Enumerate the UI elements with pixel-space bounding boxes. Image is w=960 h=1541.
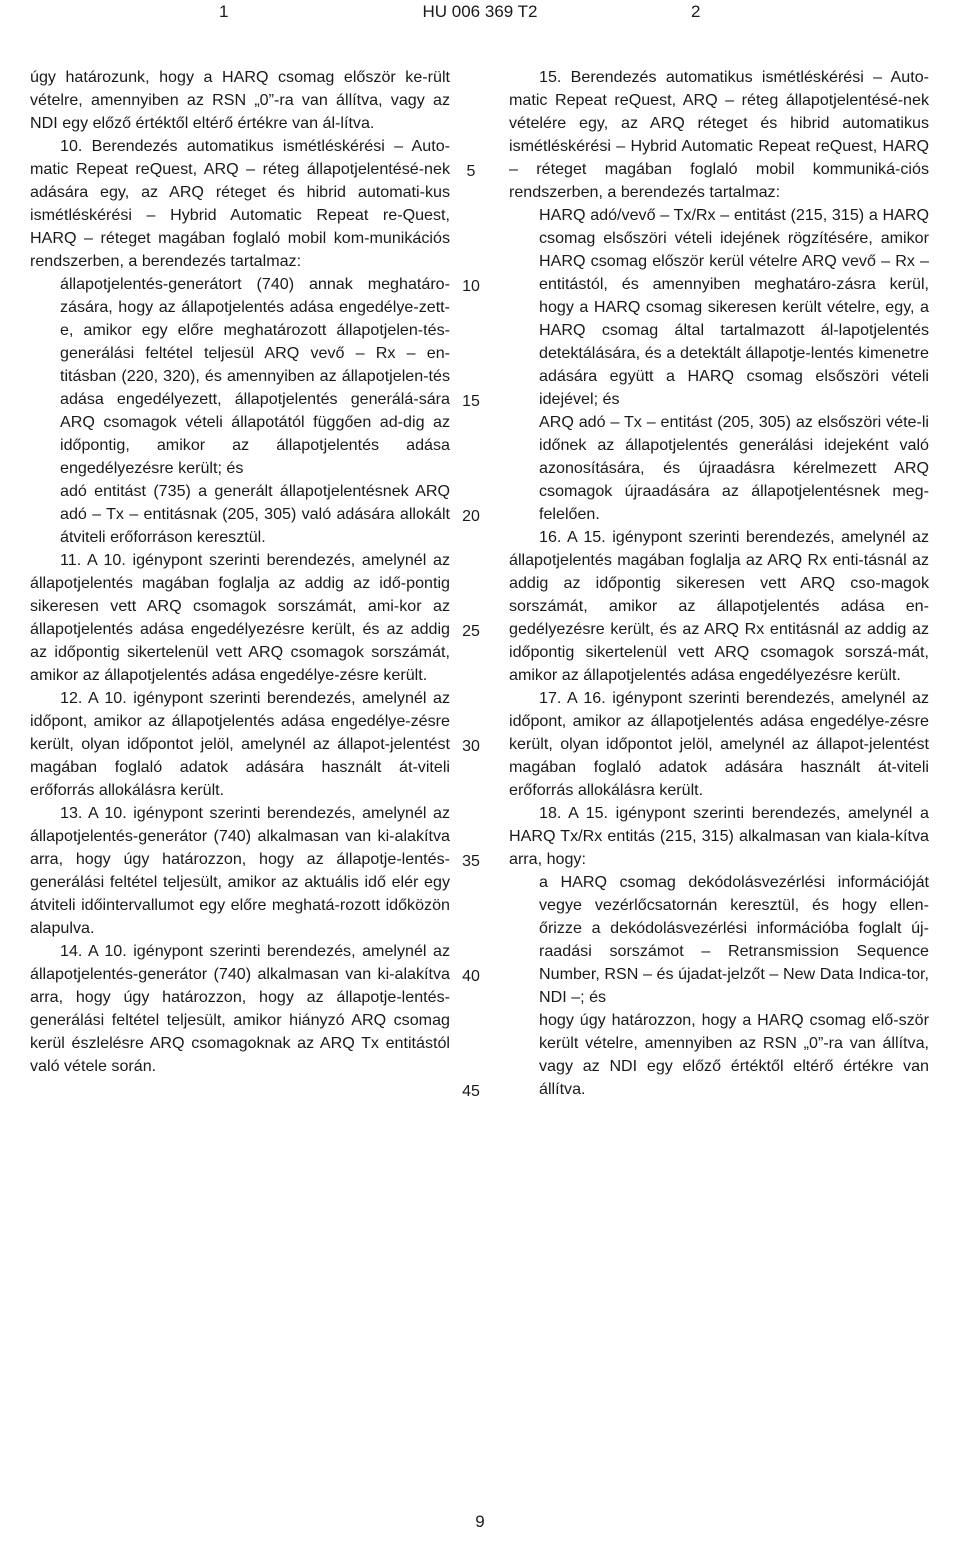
page-footer-number: 9 [475,1512,485,1531]
left-page-number: 1 [219,2,229,21]
left-paragraph-7: 14. A 10. igénypont szerinti berendezés, amelynél az állapotjelentés-generátor (740) alkalmasan van ki-alakítva arra, hogy úgy határozzon, hogy az állapotje-lentés-generálási feltétel teljesült, amikor hiányzó ARQ csomag kerül észlelésre ARQ csomagoknak az ARQ Tx entitástól való vétele során. [30,942,450,1075]
line-number-5: 5 [466,163,476,180]
patent-number: HU 006 369 T2 [422,2,538,21]
right-paragraph-2: ARQ adó – Tx – entitást (205, 305) az elsőszöri véte-li időnek az állapotjelentés generálási idejeként való azonosítására, és újraadásra kérelmezett ARQ csomagok újraadására az állapotjelentésnek meg-felelően. [539,413,929,523]
left-paragraph-3: adó entitást (735) a generált állapotjelentésnek ARQ adó – Tx – entitásnak (205, 305) való adására allokált átviteli erőforráson keresztül. [60,482,450,546]
right-paragraph-0: 15. Berendezés automatikus ismétléskérési – Auto-matic Repeat reQuest, ARQ – réteg állapotjelentésé-nek vételére egy, az ARQ réteget és hibrid automatikus ismétléskérési – Hybrid Automatic Repeat reQuest, HARQ – réteget magában foglaló mobil kommuniká-ciós rendszerben, a berendezés tartalmaz: [509,68,929,201]
left-column [30,66,450,1078]
left-paragraph-0: úgy határozunk, hogy a HARQ csomag először ke-rült vételre, amennyiben az RSN „0”-ra van állítva, vagy az NDI egy előző értéktől eltérő értékre van ál-lítva. [30,68,450,132]
line-number-30: 30 [462,738,480,755]
right-paragraph-7: hogy úgy határozzon, hogy a HARQ csomag elő-ször került vételre, amennyiben az RSN „0”-ra van állítva, vagy az NDI egy előző értéktől eltérő értékre van állítva. [539,1011,929,1098]
line-number-45: 45 [462,1083,480,1100]
line-number-10: 10 [462,278,480,295]
line-number-35: 35 [462,853,480,870]
line-number-15: 15 [462,393,480,410]
right-paragraph-5: 18. A 15. igénypont szerinti berendezés, amelynél a HARQ Tx/Rx entitás (215, 315) alkalmasan van kiala-kítva arra, hogy: [509,804,929,868]
right-paragraph-4: 17. A 16. igénypont szerinti berendezés, amelynél az időpont, amikor az állapotjelentés adása engedélye-zésre került, olyan időpontot jelöl, amelynél az állapot-jelentést magában foglaló adatok adására használt át-viteli erőforrás allokálásra került. [509,689,929,799]
right-paragraph-1: HARQ adó/vevő – Tx/Rx – entitást (215, 315) a HARQ csomag elsőszöri vételi idejének rögzítésére, amikor HARQ csomag először kerül vételre ARQ vevő – Rx – entitástól, és amennyiben meghatáro-zásra kerül, hogy a HARQ csomag sikeresen került vételre, egy, a HARQ csomag által tartalmazott ál-lapotjelentés detektálására, és a detektált állapotje-lentés kimenetre adására együtt a HARQ csomag elsőszöri vételi idejével; és [539,206,929,408]
right-paragraph-6: a HARQ csomag dekódolásvezérlési információját vegye vezérlőcsatornán keresztül, és hogy ellen-őrizze a dekódolásvezérlési információba foglalt új-raadási sorszámot – Retransmission Sequence Number, RSN – és újadat-jelzőt – New Data Indica-tor, NDI –; és [539,873,929,1006]
line-number-40: 40 [462,968,480,985]
left-paragraph-1: 10. Berendezés automatikus ismétléskérési – Auto-matic Repeat reQuest, ARQ – réteg állapotjelentésé-nek adására egy, az ARQ réteget és hibrid automati-kus ismétléskérési – Hybrid Automatic Repeat re-Quest, HARQ – réteget magában foglaló mobil kom-munikációs rendszerben, a berendezés tartalmaz: [30,137,450,270]
right-page-number: 2 [691,2,701,21]
line-number-20: 20 [462,508,480,525]
right-column [509,66,929,1101]
left-paragraph-6: 13. A 10. igénypont szerinti berendezés, amelynél az állapotjelentés-generátor (740) alkalmasan van ki-alakítva arra, hogy úgy határozzon, hogy az állapotje-lentés-generálási feltétel teljesült, amikor az aktuális idő elér egy átviteli időintervallumot egy előre meghatá-rozott időközön alapulva. [30,804,450,937]
right-paragraph-3: 16. A 15. igénypont szerinti berendezés, amelynél az állapotjelentés magában foglalja az ARQ Rx enti-tásnál az addig az időpontig sikeresen vett ARQ cso-magok sorszámát, amikor az állapotjelentés adása en-gedélyezésre került, és az ARQ Rx entitásnál az addig az időpontig sikertelenül vett ARQ csomagok sorszá-mát, amikor az állapotjelentés adása engedélyezésre került. [509,528,929,684]
left-paragraph-4: 11. A 10. igénypont szerinti berendezés, amelynél az állapotjelentés magában foglalja az addig az idő-pontig sikeresen vett ARQ csomagok sorszámát, ami-kor az állapotjelentés adása engedélyezésre került, és az addig az időpontig sikertelenül vett ARQ csomagok sorszámát, amikor az állapotjelentés adása engedélye-zésre került. [30,551,450,684]
left-paragraph-5: 12. A 10. igénypont szerinti berendezés, amelynél az időpont, amikor az állapotjelentés adása engedélye-zésre került, olyan időpontot jelöl, amelynél az állapot-jelentést magában foglaló adatok adására használt át-viteli erőforrás allokálásra került. [30,689,450,799]
line-number-25: 25 [462,623,480,640]
left-paragraph-2: állapotjelentés-generátort (740) annak meghatáro-zására, hogy az állapotjelentés adása engedélye-zett-e, amikor egy előre meghatározott állapotjelen-tés-generálási feltétel teljesül ARQ vevő – Rx – en-titásban (220, 320), és amennyiben az állapotjelen-tés adása engedélyezett, állapotjelentés generálá-sára ARQ csomagok vételi állapotától függően ad-dig az időpontig, amikor az állapotjelentés adása engedélyezésre került; és [60,275,450,477]
